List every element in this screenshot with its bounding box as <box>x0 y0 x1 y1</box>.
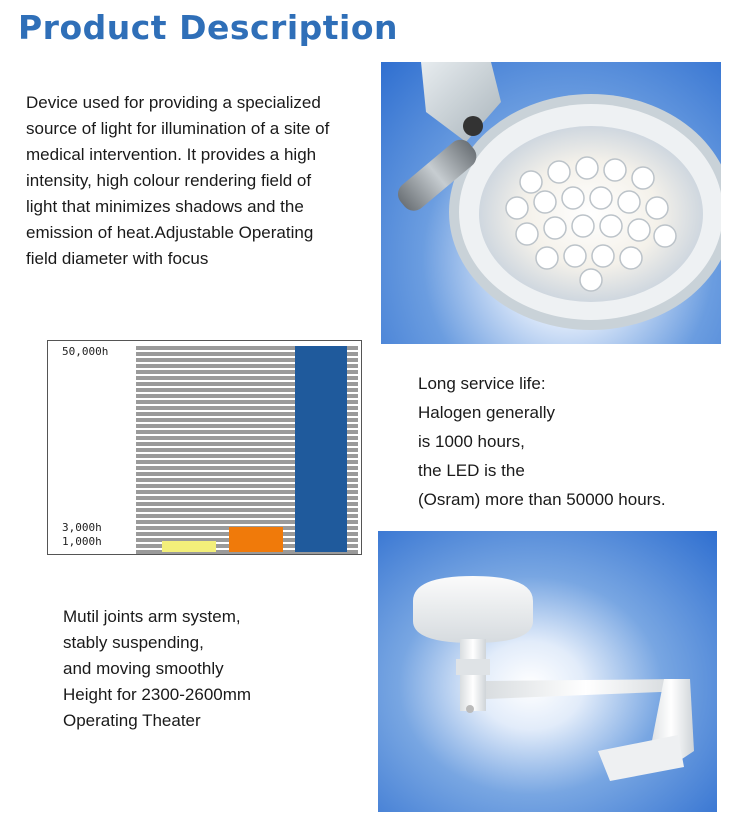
arm-system-text: Mutil joints arm system, stably suspending, and moving smoothly Height for 2300-2600mm Operating Theater <box>63 607 252 730</box>
bar-2 <box>229 527 283 552</box>
service-life-text: Long service life: Halogen generally is 1000 hours, the LED is the (Osram) more than 50000 hours. <box>418 374 666 509</box>
suspension-arm-photo <box>378 531 717 812</box>
y-tick-label: 1,000h <box>62 535 102 548</box>
y-tick-label: 50,000h <box>62 345 109 358</box>
page-title: Product Description <box>18 8 399 47</box>
product-description-text: Device used for providing a specialized source of light for illumination of a site of medical intervention. It provides a high intensity, high colour rendering field of light that minimizes shadows and the emission of heat.Adjustable Operating field diameter with focus <box>26 93 330 268</box>
y-tick-label: 3,000h <box>62 521 102 534</box>
bar-1 <box>162 541 216 552</box>
service-life-bar-chart <box>48 341 361 554</box>
bar-3 <box>295 346 347 552</box>
suspension-arm-illustration <box>378 531 717 812</box>
service-life-chart <box>47 340 362 555</box>
lamp-head-illustration <box>381 62 721 344</box>
led-lamp-head-photo <box>381 62 721 344</box>
